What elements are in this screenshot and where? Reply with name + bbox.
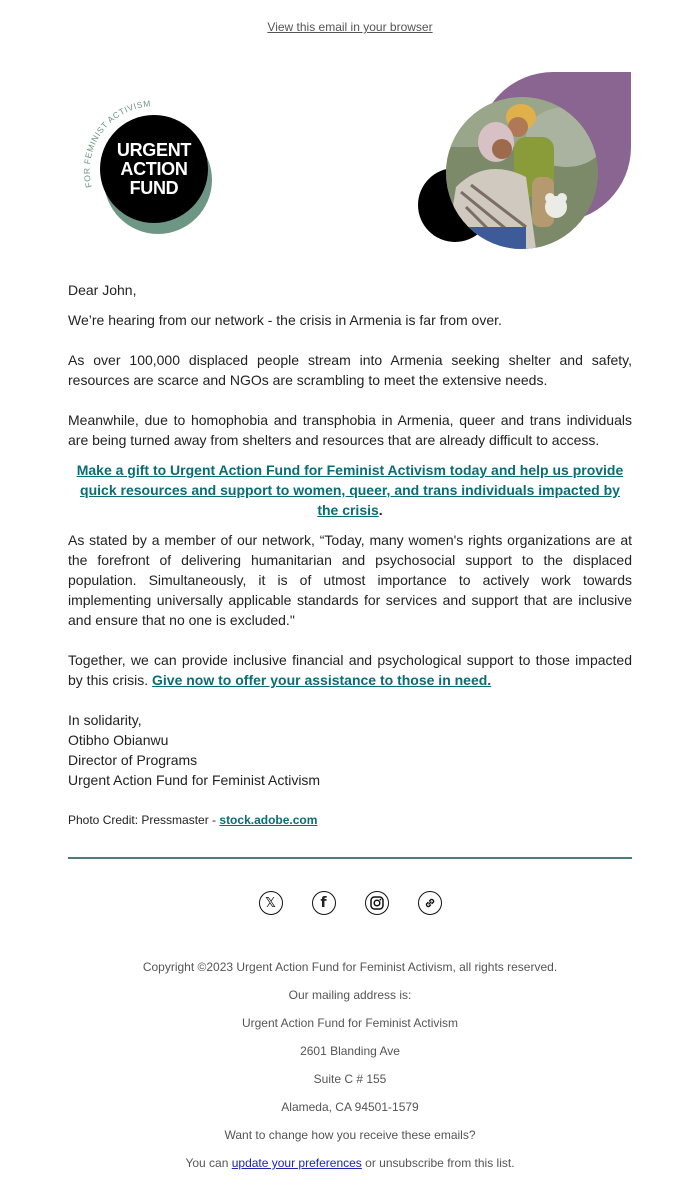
view-in-browser-link[interactable]: View this email in your browser	[267, 20, 433, 34]
address-city: Alameda, CA 94501-1579	[281, 1100, 419, 1114]
greeting: Dear John,	[68, 282, 137, 298]
signoff: In solidarity,	[68, 712, 142, 728]
update-preferences-link[interactable]: update your preferences	[231, 1156, 362, 1170]
photo-credit-link[interactable]: stock.adobe.com	[219, 813, 318, 827]
footer-divider	[68, 857, 632, 859]
paragraph-2: As over 100,000 displaced people stream into Armenia seeking shelter and safety, resources are scarce and NGOs are scrambling to meet the extensive needs.	[68, 352, 632, 388]
x-twitter-icon[interactable]	[259, 891, 283, 915]
logo-wordmark	[100, 141, 208, 198]
paragraph-4-quote: As stated by a member of our network, “Today, many women's rights organizations are at the forefront of delivering humanitarian and psychosocial support to the displaced population. Simultaneously, it is of utmost importance to actively work towards implementing universally applicable standards for services and support that are inclusive and ensure that no one is excluded."	[68, 532, 632, 628]
prefs-suffix: or unsubscribe from this list.	[361, 1156, 515, 1170]
instagram-icon[interactable]	[365, 891, 389, 915]
chain-link-glyph	[423, 896, 437, 910]
paragraph-5-text: Together, we can provide inclusive financial and psychological support to those impacted by this crisis.	[68, 652, 632, 688]
signature-org: Urgent Action Fund for Feminist Activism	[68, 772, 321, 788]
x-glyph: 𝕏	[265, 895, 276, 911]
address-org: Urgent Action Fund for Feminist Activism	[241, 1016, 459, 1030]
prefs-prefix: You can	[185, 1156, 232, 1170]
change-prompt: Want to change how you receive these emails?	[224, 1128, 476, 1142]
facebook-icon[interactable]	[312, 891, 336, 915]
logo-line-3: FUND	[129, 178, 179, 198]
donate-cta-link[interactable]: Make a gift to Urgent Action Fund for Feminist Activism today and help us provide quick resources and support to women, queer, and trans individuals impacted by the crisis	[76, 462, 624, 518]
logo-arc-label: FOR FEMINIST ACTIVISM	[81, 98, 152, 189]
instagram-glyph	[370, 896, 384, 910]
cta-period: .	[378, 502, 383, 518]
mailing-address-label: Our mailing address is:	[288, 988, 412, 1002]
address-street: 2601 Blanding Ave	[300, 1044, 400, 1058]
paragraph-5	[68, 650, 632, 690]
cta-paragraph	[68, 460, 632, 520]
photo-credit	[68, 810, 632, 830]
signature-name: Otibho Obianwu	[68, 732, 169, 748]
website-link-icon[interactable]	[418, 891, 442, 915]
signature-title: Director of Programs	[68, 752, 198, 768]
preferences-line	[0, 1154, 700, 1172]
logo-line-2: ACTION	[120, 159, 188, 179]
email-footer	[0, 958, 700, 1182]
logo-line-1: URGENT	[116, 140, 192, 160]
hero-image-collage	[418, 72, 631, 250]
facebook-glyph: f	[320, 895, 327, 911]
copyright-text: Copyright ©2023 Urgent Action Fund for Feminist Activism, all rights reserved.	[142, 960, 558, 974]
paragraph-3: Meanwhile, due to homophobia and transphobia in Armenia, queer and trans individuals are being turned away from shelters and resources that are already difficult to access.	[68, 412, 632, 448]
paragraph-1: We’re hearing from our network - the crisis in Armenia is far from over.	[68, 312, 502, 328]
email-body	[68, 280, 632, 830]
address-suite: Suite C # 155	[313, 1072, 387, 1086]
photo-credit-label: Photo Credit: Pressmaster -	[68, 813, 220, 827]
urgent-action-fund-logo	[80, 95, 225, 240]
give-now-link[interactable]: Give now to offer your assistance to those in need.	[152, 672, 492, 688]
social-icons-row	[0, 891, 700, 915]
hero-photo-mother-child	[446, 97, 598, 249]
